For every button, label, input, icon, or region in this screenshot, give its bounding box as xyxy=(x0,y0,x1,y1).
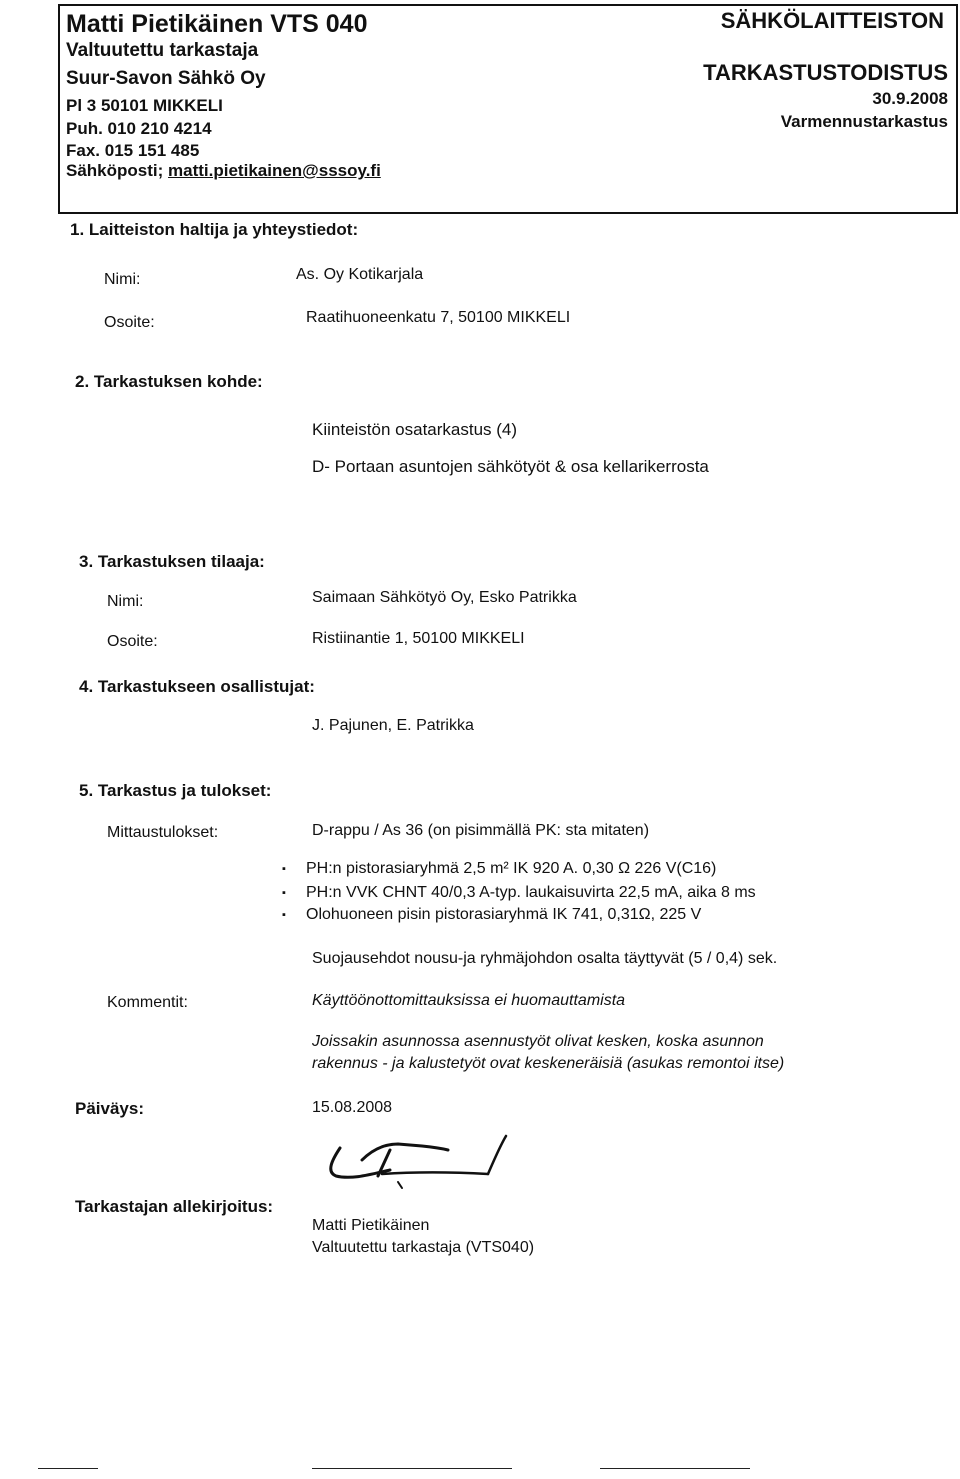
doc-type: Varmennustarkastus xyxy=(780,112,948,131)
bottom-divider-1 xyxy=(38,1468,98,1469)
owner-address-label: Osoite: xyxy=(104,314,155,331)
comment-1: Käyttöönottomittauksissa ei huomauttamista xyxy=(312,992,626,1009)
comments-label: Kommentit: xyxy=(107,994,188,1011)
handwritten-signature-icon xyxy=(312,1130,532,1190)
doc-date: 30.9.2008 xyxy=(872,89,948,108)
owner-address-value: Raatihuoneenkatu 7, 50100 MIKKELI xyxy=(306,309,571,326)
section-2-title: 2. Tarkastuksen kohde: xyxy=(75,372,263,391)
owner-name-value: As. Oy Kotikarjala xyxy=(296,266,424,283)
comment-2-line-2: rakennus - ja kalustetyöt ovat keskeneräisiä (asukas remontoi itse) xyxy=(312,1055,785,1072)
doc-title-2: TARKASTUSTODISTUS xyxy=(703,60,948,85)
result-bullet-3: ▪ Olohuoneen pisin pistorasiaryhmä IK 741, 0,31Ω, 225 V xyxy=(306,906,701,924)
section-1-title: 1. Laitteiston haltija ja yhteystiedot: xyxy=(70,220,359,239)
doc-title-1: SÄHKÖLAITTEISTON xyxy=(720,8,944,33)
client-name-value: Saimaan Sähkötyö Oy, Esko Patrikka xyxy=(312,589,577,606)
signer-name: Matti Pietikäinen xyxy=(312,1217,430,1234)
participants-value: J. Pajunen, E. Patrikka xyxy=(312,717,474,734)
results-intro: D-rappu / As 36 (on pisimmällä PK: sta mitaten) xyxy=(312,822,650,839)
section-3-title: 3. Tarkastuksen tilaaja: xyxy=(79,552,265,571)
section-5-title: 5. Tarkastus ja tulokset: xyxy=(79,781,272,800)
result-bullet-1: ▪ PH:n pistorasiaryhmä 2,5 m² IK 920 A. 0,30 Ω 226 V(C16) xyxy=(306,860,716,878)
section-4-title: 4. Tarkastukseen osallistujat: xyxy=(79,677,315,696)
owner-name-label: Nimi: xyxy=(104,271,141,288)
result-bullet-2: ▪ PH:n VVK CHNT 40/0,3 A-typ. laukaisuvirta 22,5 mA, aika 8 ms xyxy=(306,884,756,902)
date-value: 15.08.2008 xyxy=(312,1099,393,1116)
client-name-label: Nimi: xyxy=(107,593,144,610)
fax-number: Fax. 015 151 485 xyxy=(66,141,200,160)
results-conclusion: Suojausehdot nousu-ja ryhmäjohdon osalta täyttyvät (5 / 0,4) sek. xyxy=(312,950,778,967)
inspector-role: Valtuutettu tarkastaja xyxy=(66,40,259,61)
signature-label: Tarkastajan allekirjoitus: xyxy=(75,1197,274,1216)
client-address-value: Ristiinantie 1, 50100 MIKKELI xyxy=(312,630,525,647)
bottom-divider-3 xyxy=(600,1468,750,1469)
email-label: Sähköposti; xyxy=(66,161,164,180)
phone-number: Puh. 010 210 4214 xyxy=(66,119,212,138)
postal-address: Pl 3 50101 MIKKELI xyxy=(66,96,223,115)
inspection-target-line-2: D- Portaan asuntojen sähkötyöt & osa kellarikerrosta xyxy=(312,457,709,476)
comment-2-line-1: Joissakin asunnossa asennustyöt olivat kesken, koska asunnon xyxy=(312,1033,764,1050)
company-name: Suur-Savon Sähkö Oy xyxy=(66,68,266,89)
date-label: Päiväys: xyxy=(75,1099,144,1118)
bottom-divider-2 xyxy=(312,1468,512,1469)
email-line xyxy=(66,161,381,181)
signer-title: Valtuutettu tarkastaja (VTS040) xyxy=(312,1239,535,1256)
inspection-target-line-1: Kiinteistön osatarkastus (4) xyxy=(312,420,518,439)
email-link[interactable]: matti.pietikainen@sssoy.fi xyxy=(168,161,381,180)
results-label: Mittaustulokset: xyxy=(107,824,219,841)
client-address-label: Osoite: xyxy=(107,633,158,650)
inspector-name: Matti Pietikäinen VTS 040 xyxy=(66,10,368,38)
